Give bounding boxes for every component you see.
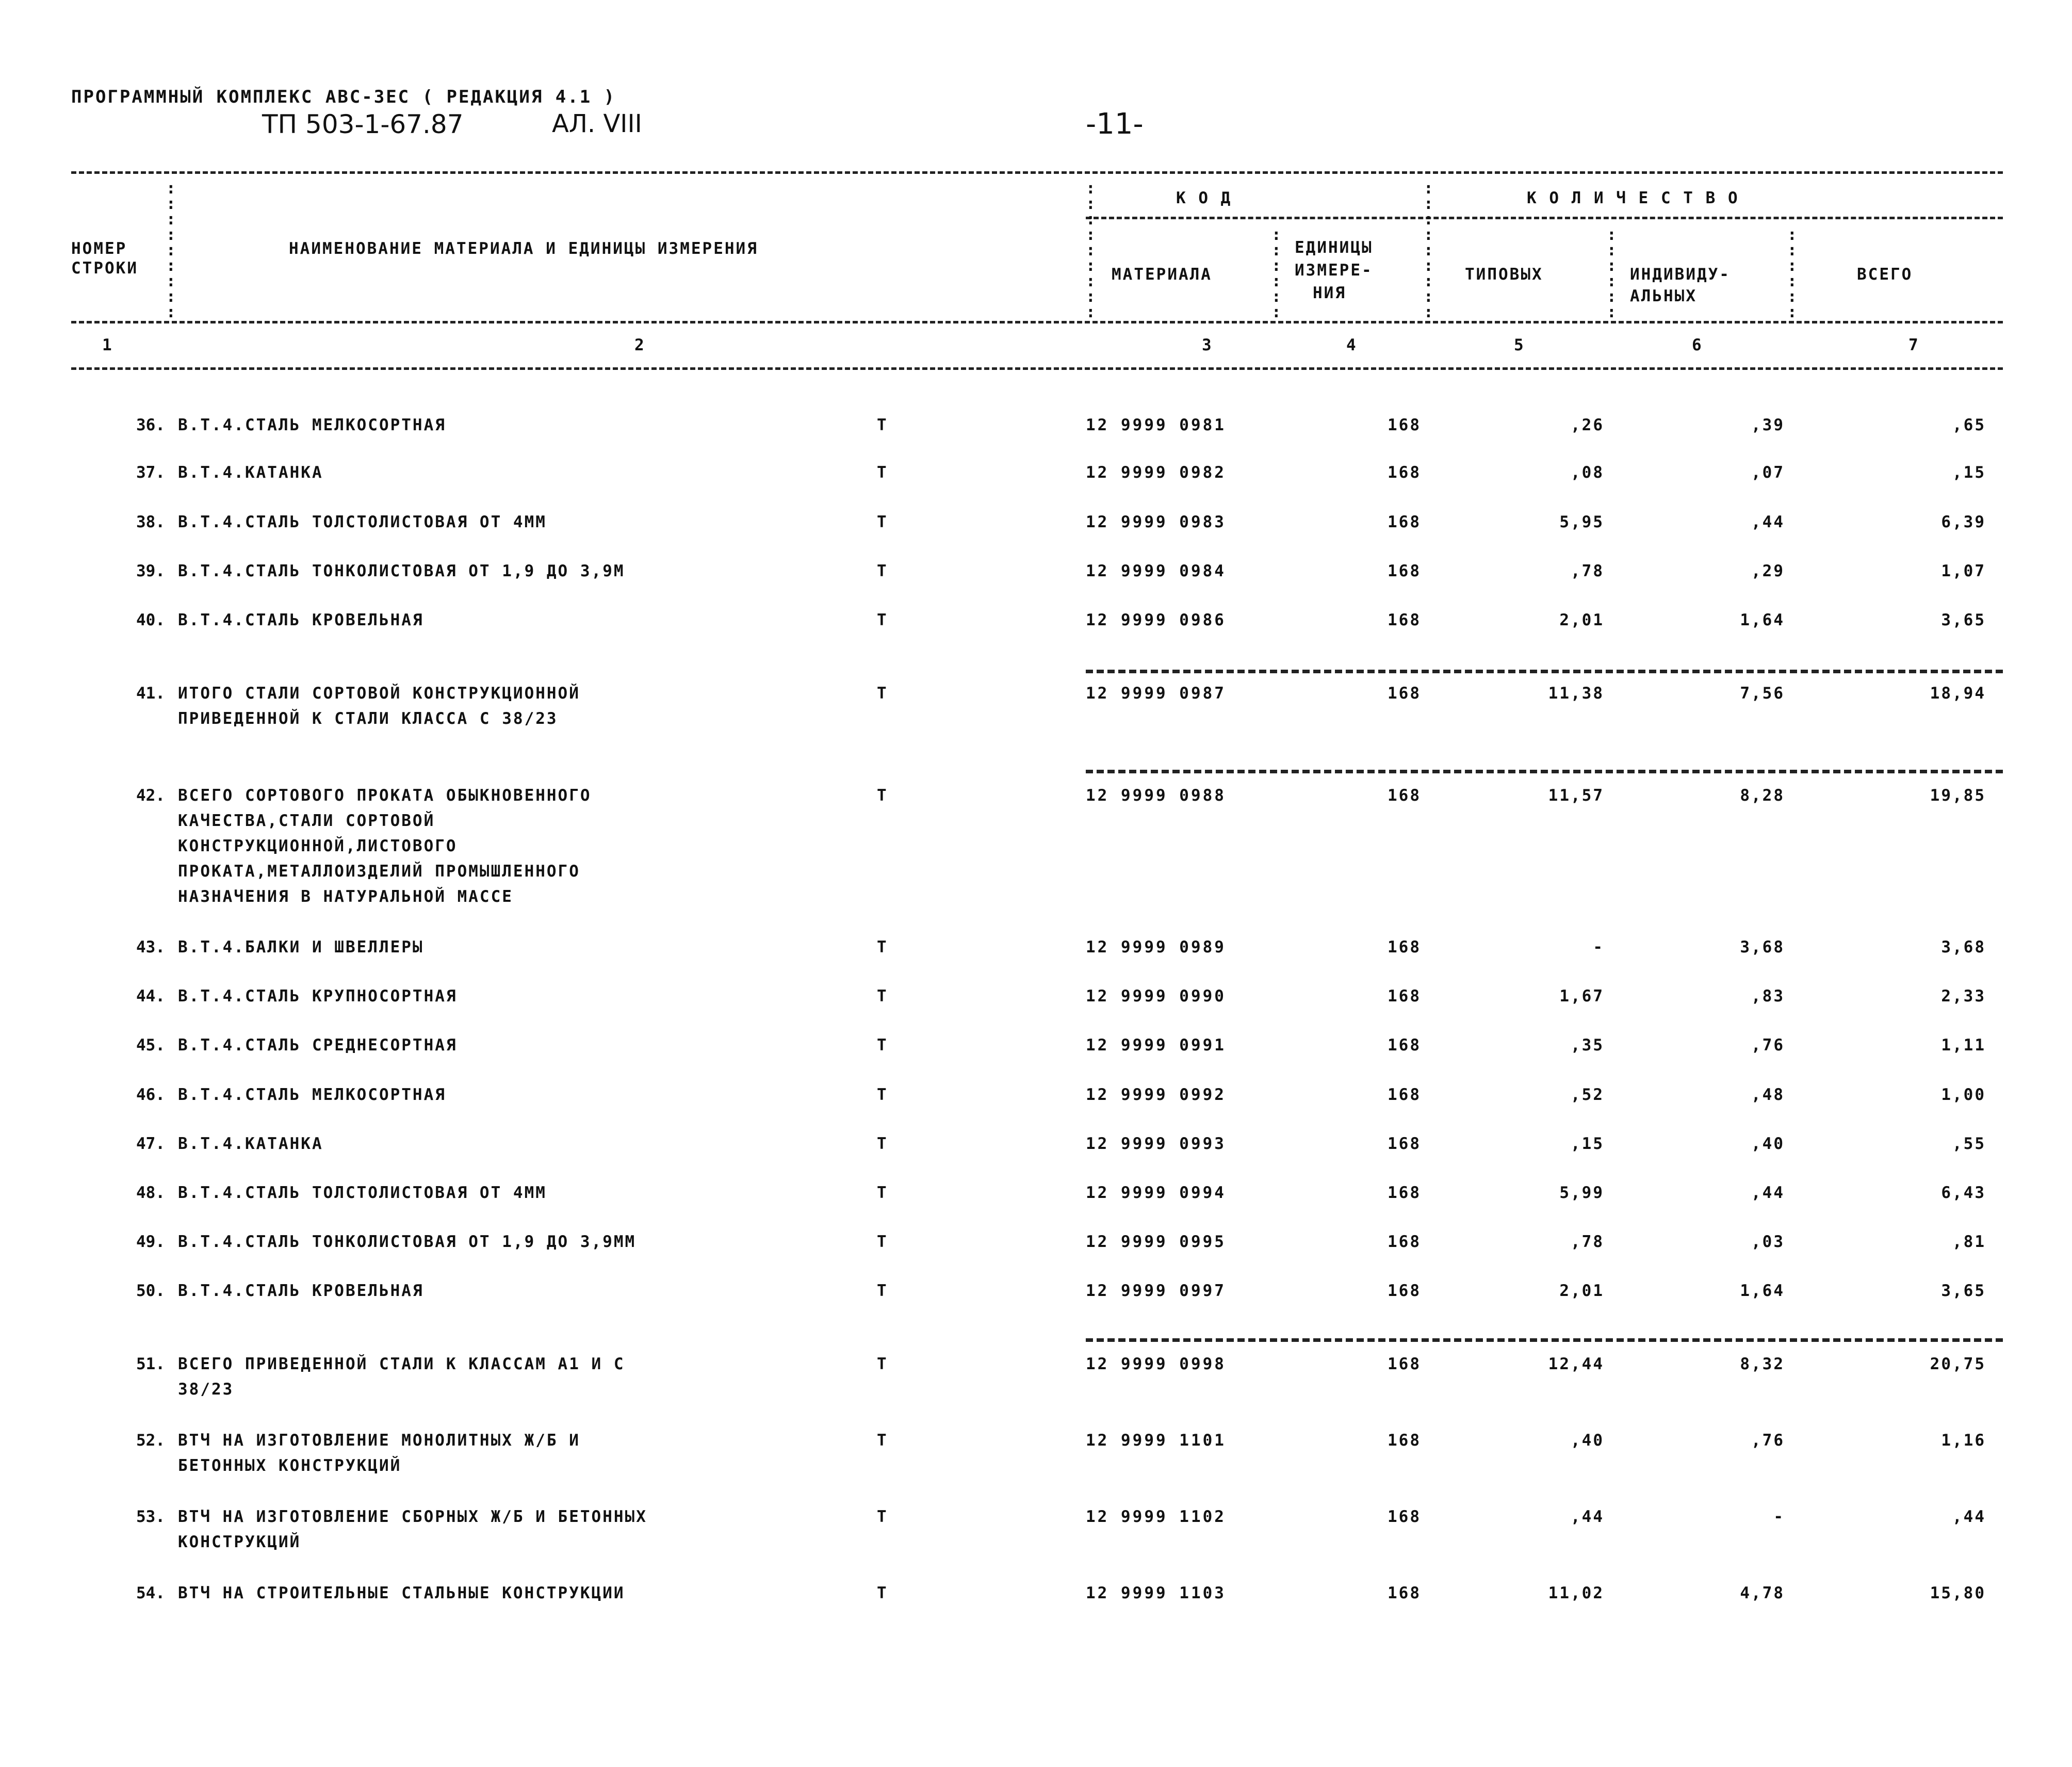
row-material-code: 12 9999 0991 <box>1086 1036 1226 1055</box>
row-qty-individual: 1,64 <box>1740 1282 1785 1300</box>
row-qty-typical: 5,95 <box>1559 513 1604 531</box>
row-number: 38. <box>136 513 165 531</box>
row-qty-individual: ,07 <box>1751 463 1785 482</box>
row-number: 50. <box>136 1282 165 1300</box>
page-number: -11- <box>1086 107 1144 141</box>
row-qty-total: 1,00 <box>1941 1085 1986 1104</box>
row-name: В.Т.4.СТАЛЬ КРУПНОСОРТНАЯ <box>178 987 458 1006</box>
row-unit: Т <box>877 1282 887 1300</box>
row-number: 46. <box>136 1085 165 1104</box>
row-material-code: 12 9999 0982 <box>1086 463 1226 482</box>
row-qty-typical: ,15 <box>1571 1134 1604 1153</box>
col-separator-2: : : : : : : : : : <box>1086 179 1096 321</box>
row-qty-typical: 1,67 <box>1559 987 1604 1006</box>
col-number-6: 6 <box>1692 336 1703 354</box>
row-qty-total: 6,39 <box>1941 513 1986 531</box>
row-number: 48. <box>136 1184 165 1202</box>
row-number: 44. <box>136 987 165 1006</box>
row-unit: Т <box>877 1036 887 1055</box>
group-header-rule <box>1086 217 2003 219</box>
row-unit-code: 168 <box>1388 684 1421 703</box>
row-unit-code: 168 <box>1388 416 1421 434</box>
row-unit-code: 168 <box>1388 1584 1421 1602</box>
row-qty-typical: ,40 <box>1571 1431 1604 1450</box>
row-name: В.Т.4.СТАЛЬ ТОЛСТОЛИСТОВАЯ ОТ 4ММ <box>178 513 547 531</box>
row-unit: Т <box>877 1355 887 1373</box>
row-qty-total: 2,33 <box>1941 987 1986 1006</box>
row-qty-individual: ,76 <box>1751 1431 1785 1450</box>
row-qty-typical: ,52 <box>1571 1085 1604 1104</box>
header-indiv-1: ИНДИВИДУ- <box>1630 265 1731 284</box>
row-name: В.Т.4.БАЛКИ И ШВЕЛЛЕРЫ <box>178 938 424 957</box>
row-unit-code: 168 <box>1388 1134 1421 1153</box>
row-name: ВТЧ НА СТРОИТЕЛЬНЫЕ СТАЛЬНЫЕ КОНСТРУКЦИИ <box>178 1584 625 1602</box>
col-number-5: 5 <box>1514 336 1525 354</box>
row-material-code: 12 9999 0984 <box>1086 562 1226 580</box>
row-qty-typical: - <box>1593 938 1604 957</box>
row-qty-typical: 5,99 <box>1559 1184 1604 1202</box>
column-numbers-rule <box>71 367 2003 370</box>
row-name: В.Т.4.СТАЛЬ КРОВЕЛЬНАЯ <box>178 1282 424 1300</box>
row-number: 51. <box>136 1355 165 1373</box>
row-name: В.Т.4.СТАЛЬ ТОНКОЛИСТОВАЯ ОТ 1,9 ДО 3,9ММ <box>178 1233 637 1251</box>
row-qty-typical: ,08 <box>1571 463 1604 482</box>
row-qty-individual: ,76 <box>1751 1036 1785 1055</box>
row-unit: Т <box>877 416 887 434</box>
row-name: В.Т.4.СТАЛЬ КРОВЕЛЬНАЯ <box>178 611 424 629</box>
row-qty-typical: 2,01 <box>1559 1282 1604 1300</box>
row-qty-total: 3,65 <box>1941 1282 1986 1300</box>
row-number: 43. <box>136 938 165 957</box>
row-unit: Т <box>877 1085 887 1104</box>
row-number: 47. <box>136 1134 165 1153</box>
row-unit: Т <box>877 1184 887 1202</box>
row-number: 42. <box>136 786 165 805</box>
col-separator-4: : : : : : : : : : <box>1424 179 1433 321</box>
row-qty-total: ,65 <box>1952 416 1986 434</box>
header-unit-2: ИЗМЕРЕ- <box>1295 261 1373 280</box>
row-qty-total: ,44 <box>1952 1507 1986 1526</box>
row-qty-total: 18,94 <box>1930 684 1986 703</box>
row-unit-code: 168 <box>1388 1036 1421 1055</box>
row-number: 39. <box>136 562 165 580</box>
col-separator-1: : : : : : : : : : <box>166 179 176 321</box>
row-qty-typical: ,78 <box>1571 1233 1604 1251</box>
row-qty-typical: 12,44 <box>1548 1355 1604 1373</box>
row-qty-individual: ,44 <box>1751 1184 1785 1202</box>
row-number: 37. <box>136 463 165 482</box>
col-number-1: 1 <box>102 336 113 354</box>
row-number: 53. <box>136 1507 165 1526</box>
row-unit: Т <box>877 1507 887 1526</box>
row-qty-individual: ,03 <box>1751 1233 1785 1251</box>
row-qty-typical: ,44 <box>1571 1507 1604 1526</box>
row-number: 49. <box>136 1233 165 1251</box>
row-material-code: 12 9999 1103 <box>1086 1584 1226 1602</box>
header-unit-3: НИЯ <box>1313 284 1346 302</box>
row-number: 41. <box>136 684 165 703</box>
row-unit: Т <box>877 1431 887 1450</box>
header-total: ВСЕГО <box>1857 265 1913 284</box>
header-unit-1: ЕДИНИЦЫ <box>1295 238 1373 257</box>
row-qty-individual: ,48 <box>1751 1085 1785 1104</box>
row-name: ВСЕГО ПРИВЕДЕННОЙ СТАЛИ К КЛАССАМ А1 И С 38/23 <box>178 1355 625 1399</box>
row-unit-code: 168 <box>1388 1431 1421 1450</box>
row-name: ИТОГО СТАЛИ СОРТОВОЙ КОНСТРУКЦИОННОЙ ПРИВЕДЕННОЙ К СТАЛИ КЛАССА С 38/23 <box>178 684 580 728</box>
header-typical: ТИПОВЫХ <box>1465 265 1543 284</box>
row-material-code: 12 9999 0993 <box>1086 1134 1226 1153</box>
row-unit-code: 168 <box>1388 513 1421 531</box>
header-bottom-rule <box>71 321 2003 323</box>
row-unit: Т <box>877 786 887 805</box>
header-qty-group: К О Л И Ч Е С Т В О <box>1527 189 1739 207</box>
program-title: ПРОГРАММНЫЙ КОМПЛЕКС АВС-ЗЕС ( РЕДАКЦИЯ 4.1 ) <box>71 87 616 107</box>
row-name: ВСЕГО СОРТОВОГО ПРОКАТА ОБЫКНОВЕННОГО КАЧЕСТВА,СТАЛИ СОРТОВОЙ КОНСТРУКЦИОННОЙ,ЛИСТОВОГО ПРОКАТА,МЕТАЛЛОИЗДЕЛИЙ ПРОМЫШЛЕННОГО НАЗНАЧЕНИЯ В НАТУРАЛЬНОЙ МАССЕ <box>178 786 592 906</box>
row-material-code: 12 9999 0987 <box>1086 684 1226 703</box>
col-number-4: 4 <box>1346 336 1358 354</box>
row-qty-individual: ,39 <box>1751 416 1785 434</box>
table-top-rule <box>71 171 2003 174</box>
col-separator-5: : : : : : : <box>1607 225 1617 321</box>
row-name: В.Т.4.СТАЛЬ МЕЛКОСОРТНАЯ <box>178 416 446 434</box>
subtotal-rule-51 <box>1086 1338 2003 1342</box>
row-unit: Т <box>877 562 887 580</box>
row-unit-code: 168 <box>1388 786 1421 805</box>
header-material: МАТЕРИАЛА <box>1112 265 1212 284</box>
row-name: В.Т.4.СТАЛЬ ТОНКОЛИСТОВАЯ ОТ 1,9 ДО 3,9М <box>178 562 625 580</box>
row-qty-typical: 11,57 <box>1548 786 1604 805</box>
col-number-3: 3 <box>1202 336 1213 354</box>
row-qty-individual: - <box>1773 1507 1785 1526</box>
header-row-no-1: НОМЕР <box>71 239 127 258</box>
row-unit: Т <box>877 684 887 703</box>
row-material-code: 12 9999 0994 <box>1086 1184 1226 1202</box>
row-unit-code: 168 <box>1388 611 1421 629</box>
row-material-code: 12 9999 0998 <box>1086 1355 1226 1373</box>
row-qty-total: 3,68 <box>1941 938 1986 957</box>
row-number: 40. <box>136 611 165 629</box>
row-material-code: 12 9999 0986 <box>1086 611 1226 629</box>
row-material-code: 12 9999 0997 <box>1086 1282 1226 1300</box>
row-material-code: 12 9999 0989 <box>1086 938 1226 957</box>
col-separator-6: : : : : : : <box>1787 225 1797 321</box>
col-number-7: 7 <box>1908 336 1920 354</box>
row-qty-individual: 8,32 <box>1740 1355 1785 1373</box>
row-unit-code: 168 <box>1388 938 1421 957</box>
row-qty-total: ,55 <box>1952 1134 1986 1153</box>
row-number: 36. <box>136 416 165 434</box>
row-unit-code: 168 <box>1388 1507 1421 1526</box>
row-material-code: 12 9999 0992 <box>1086 1085 1226 1104</box>
row-material-code: 12 9999 0990 <box>1086 987 1226 1006</box>
row-qty-total: ,15 <box>1952 463 1986 482</box>
row-qty-total: 19,85 <box>1930 786 1986 805</box>
row-name: ВТЧ НА ИЗГОТОВЛЕНИЕ МОНОЛИТНЫХ Ж/Б И БЕТОННЫХ КОНСТРУКЦИЙ <box>178 1431 580 1475</box>
row-material-code: 12 9999 0981 <box>1086 416 1226 434</box>
header-code-group: К О Д <box>1176 189 1232 207</box>
header-indiv-2: АЛЬНЫХ <box>1630 287 1697 305</box>
col-separator-3: : : : : : : <box>1271 225 1281 321</box>
row-unit: Т <box>877 987 887 1006</box>
row-qty-individual: ,44 <box>1751 513 1785 531</box>
row-qty-typical: 2,01 <box>1559 611 1604 629</box>
row-name: В.Т.4.СТАЛЬ МЕЛКОСОРТНАЯ <box>178 1085 446 1104</box>
row-unit: Т <box>877 611 887 629</box>
row-unit: Т <box>877 938 887 957</box>
row-material-code: 12 9999 0983 <box>1086 513 1226 531</box>
row-unit: Т <box>877 1584 887 1602</box>
row-number: 54. <box>136 1584 165 1602</box>
row-unit-code: 168 <box>1388 1282 1421 1300</box>
row-name: В.Т.4.СТАЛЬ СРЕДНЕСОРТНАЯ <box>178 1036 458 1055</box>
row-qty-individual: ,29 <box>1751 562 1785 580</box>
row-qty-total: 1,16 <box>1941 1431 1986 1450</box>
subtotal-rule-42 <box>1086 770 2003 773</box>
subtotal-rule-41 <box>1086 670 2003 673</box>
row-name: В.Т.4.КАТАНКА <box>178 463 323 482</box>
row-name: В.Т.4.КАТАНКА <box>178 1134 323 1153</box>
row-unit-code: 168 <box>1388 1233 1421 1251</box>
header-row-no-2: СТРОКИ <box>71 259 138 278</box>
row-qty-total: 6,43 <box>1941 1184 1986 1202</box>
row-unit: Т <box>877 1134 887 1153</box>
row-name: В.Т.4.СТАЛЬ ТОЛСТОЛИСТОВАЯ ОТ 4ММ <box>178 1184 547 1202</box>
row-qty-total: 3,65 <box>1941 611 1986 629</box>
row-name: ВТЧ НА ИЗГОТОВЛЕНИЕ СБОРНЫХ Ж/Б И БЕТОННЫХ КОНСТРУКЦИЙ <box>178 1507 647 1551</box>
row-qty-individual: 8,28 <box>1740 786 1785 805</box>
row-qty-total: ,81 <box>1952 1233 1986 1251</box>
row-unit: Т <box>877 1233 887 1251</box>
row-unit-code: 168 <box>1388 987 1421 1006</box>
row-number: 52. <box>136 1431 165 1450</box>
row-unit-code: 168 <box>1388 562 1421 580</box>
row-qty-typical: 11,02 <box>1548 1584 1604 1602</box>
row-unit-code: 168 <box>1388 463 1421 482</box>
row-qty-total: 1,11 <box>1941 1036 1986 1055</box>
row-number: 45. <box>136 1036 165 1055</box>
row-qty-individual: ,83 <box>1751 987 1785 1006</box>
row-material-code: 12 9999 1101 <box>1086 1431 1226 1450</box>
row-qty-typical: ,35 <box>1571 1036 1604 1055</box>
col-number-2: 2 <box>634 336 646 354</box>
album-number: АЛ. VIII <box>552 109 642 138</box>
row-unit-code: 168 <box>1388 1184 1421 1202</box>
row-material-code: 12 9999 0988 <box>1086 786 1226 805</box>
row-qty-typical: ,26 <box>1571 416 1604 434</box>
row-unit-code: 168 <box>1388 1085 1421 1104</box>
row-qty-total: 15,80 <box>1930 1584 1986 1602</box>
row-qty-individual: 3,68 <box>1740 938 1785 957</box>
row-qty-individual: 7,56 <box>1740 684 1785 703</box>
row-unit-code: 168 <box>1388 1355 1421 1373</box>
row-material-code: 12 9999 0995 <box>1086 1233 1226 1251</box>
row-material-code: 12 9999 1102 <box>1086 1507 1226 1526</box>
row-qty-total: 20,75 <box>1930 1355 1986 1373</box>
project-number: ТП 503-1-67.87 <box>262 109 464 139</box>
header-name: НАИМЕНОВАНИЕ МАТЕРИАЛА И ЕДИНИЦЫ ИЗМЕРЕНИЯ <box>289 239 758 258</box>
row-qty-typical: 11,38 <box>1548 684 1604 703</box>
row-qty-total: 1,07 <box>1941 562 1986 580</box>
row-unit: Т <box>877 463 887 482</box>
row-qty-typical: ,78 <box>1571 562 1604 580</box>
row-qty-individual: ,40 <box>1751 1134 1785 1153</box>
row-qty-individual: 1,64 <box>1740 611 1785 629</box>
row-unit: Т <box>877 513 887 531</box>
row-qty-individual: 4,78 <box>1740 1584 1785 1602</box>
